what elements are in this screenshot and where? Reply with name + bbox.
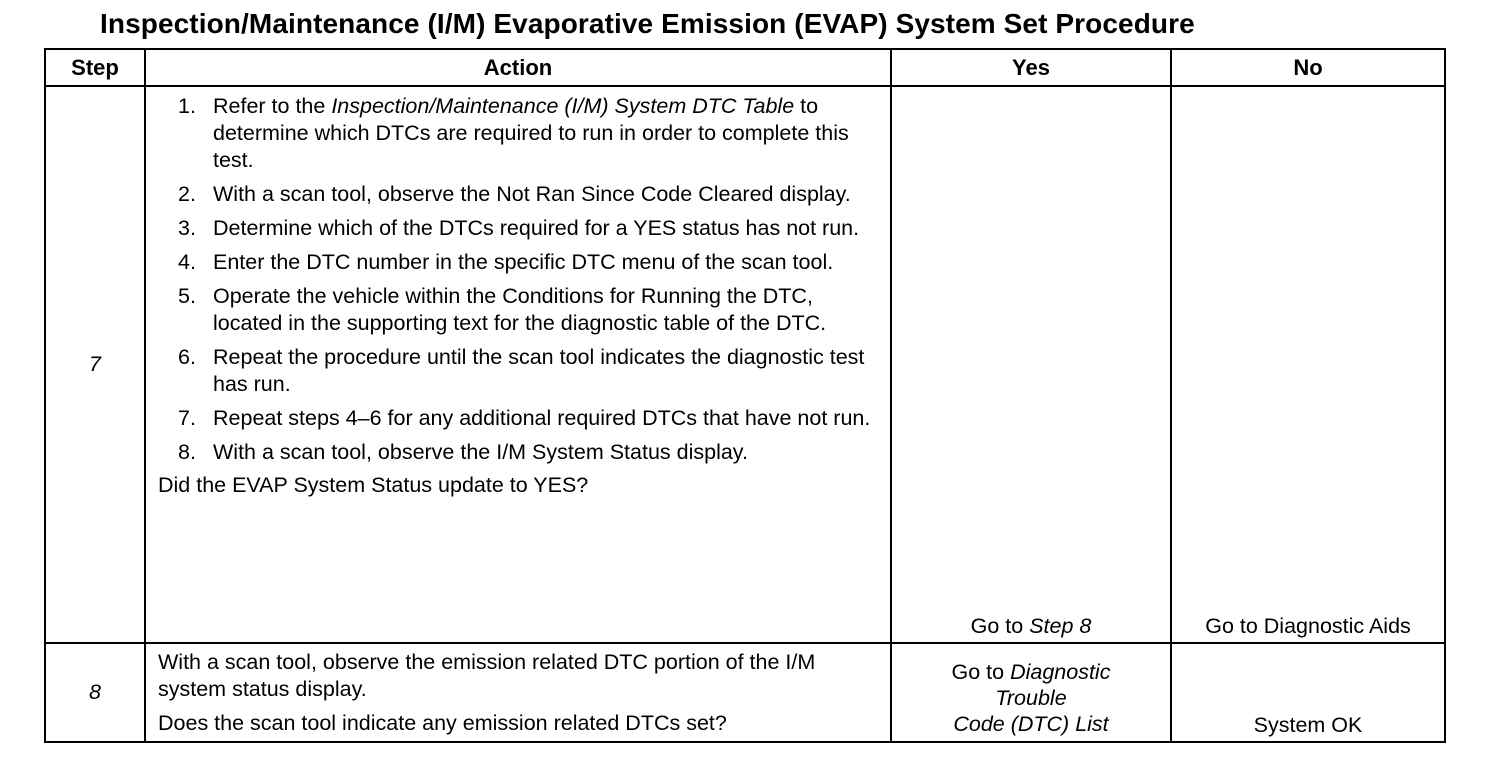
- go-to-step-8-link[interactable]: Step 8: [1029, 614, 1092, 638]
- step-8-question: Does the scan tool indicate any emission related DTCs set?: [158, 711, 727, 735]
- header-action: Action: [145, 49, 891, 86]
- action-cell: [145, 86, 891, 643]
- list-item: [158, 405, 880, 432]
- list-item-text: Determine which of the DTCs required for a YES status has not run.: [213, 216, 860, 240]
- dtc-list-link-text: Code (DTC) List: [953, 712, 1109, 736]
- list-item-text: With a scan tool, observe the Not Ran Since Code Cleared display.: [213, 182, 851, 206]
- list-item-number: 2.: [178, 182, 196, 206]
- list-item-number: 3.: [178, 216, 196, 240]
- header-step: Step: [45, 49, 145, 86]
- no-cell: Go to Diagnostic Aids: [1171, 86, 1445, 643]
- list-item-number: 5.: [178, 284, 196, 308]
- list-item: [158, 93, 880, 174]
- yes-prefix: Go to: [951, 660, 1011, 684]
- list-item: [158, 283, 880, 337]
- list-item-text: Operate the vehicle within the Conditions for Running the DTC, located in the supporting text for the diagnostic table of the DTC.: [213, 284, 827, 335]
- list-item-number: 8.: [178, 440, 196, 464]
- page-title: Inspection/Maintenance (I/M) Evaporative Emission (EVAP) System Set Procedure: [100, 8, 1195, 39]
- list-item-text: Enter the DTC number in the specific DTC menu of the scan tool.: [213, 250, 834, 274]
- list-item-number: 1.: [178, 94, 196, 118]
- action-cell: [145, 643, 891, 742]
- list-item-text: With a scan tool, observe the I/M System Status display.: [213, 440, 748, 464]
- list-item-number: 4.: [178, 250, 196, 274]
- list-item-text: Repeat the procedure until the scan tool indicates the diagnostic test has run.: [213, 345, 865, 396]
- list-item: [158, 249, 880, 276]
- action-list: [158, 93, 880, 466]
- list-item: [158, 344, 880, 398]
- table-row-step-7: [45, 86, 1445, 643]
- list-item-text: Repeat steps 4–6 for any additional required DTCs that have not run.: [213, 406, 871, 430]
- no-cell: System OK: [1171, 643, 1445, 742]
- list-item: [158, 181, 880, 208]
- header-yes: Yes: [891, 49, 1171, 86]
- dtc-list-link-text: Diagnostic: [1010, 660, 1111, 684]
- list-item-number: 7.: [178, 406, 196, 430]
- step-7-question: Did the EVAP System Status update to YES?: [158, 473, 589, 497]
- step-8-action-text: With a scan tool, observe the emission related DTC portion of the I/M system status display.: [158, 650, 816, 701]
- list-item-text: to determine which DTCs are required to run in order to complete this test.: [213, 94, 849, 172]
- table-row-step-8: [45, 643, 1445, 742]
- header-no: No: [1171, 49, 1445, 86]
- dtc-list-link[interactable]: [892, 659, 1170, 739]
- step-number: 7: [45, 86, 145, 643]
- list-item: [158, 439, 880, 466]
- step-number: 8: [45, 643, 145, 742]
- yes-cell: [891, 86, 1171, 643]
- list-item: [158, 215, 880, 242]
- list-item-text: Refer to the: [213, 94, 332, 118]
- yes-prefix: Go to: [970, 614, 1030, 638]
- yes-cell: [891, 643, 1171, 742]
- dtc-table-reference: Inspection/Maintenance (I/M) System DTC Table: [331, 94, 795, 118]
- table-header-row: [45, 49, 1445, 86]
- list-item-number: 6.: [178, 345, 196, 369]
- procedure-table: [44, 48, 1446, 743]
- dtc-list-link-text: Trouble: [995, 686, 1067, 710]
